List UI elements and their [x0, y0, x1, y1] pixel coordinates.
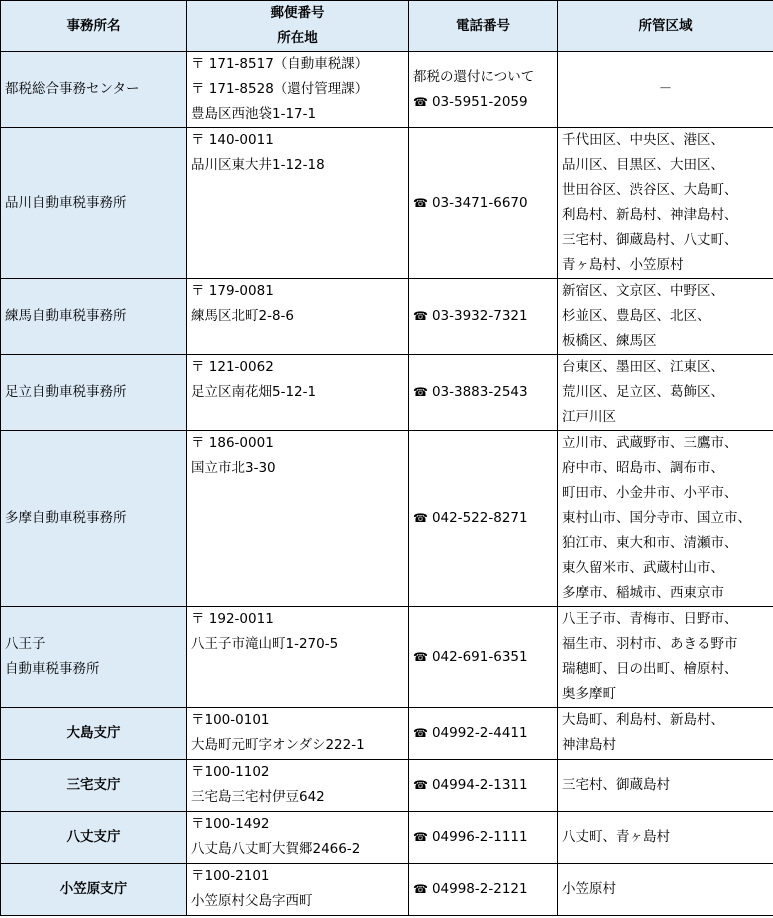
table-row [1, 355, 773, 431]
street-address: 八丈島八丈町大賀郷2466-2 [191, 841, 361, 857]
district-line: 大島町、利島村、新島村、 [562, 712, 724, 728]
office-name-line: 品川自動車税事務所 [5, 194, 127, 211]
district-line: 板橋区、練馬区 [562, 333, 657, 349]
office-phone [409, 607, 558, 708]
office-address [187, 52, 409, 128]
office-district [558, 355, 773, 431]
office-address [187, 812, 409, 864]
table-row [1, 128, 773, 279]
phone-icon: ☎ [413, 385, 428, 399]
district-line: 八丈町、青ヶ島村 [562, 829, 670, 845]
office-name-line: 多摩自動車税事務所 [5, 510, 127, 526]
district-line: 立川市、武蔵野市、三鷹市、 [562, 435, 738, 451]
district-line: 利島村、新島村、神津島村、 [562, 207, 738, 223]
street-address: 国立市北3-30 [191, 460, 276, 476]
postal-code: 〒100-0101 [191, 712, 270, 728]
office-district [558, 279, 773, 355]
phone-icon: ☎ [413, 830, 428, 844]
office-address [187, 708, 409, 760]
table-row [1, 431, 773, 607]
postal-code: 〒 121-0062 [191, 359, 274, 375]
district-line: 杉並区、豊島区、北区、 [562, 308, 711, 324]
district-line: 三宅村、御蔵島村 [562, 777, 670, 793]
office-phone [409, 812, 558, 864]
office-name-line: 練馬自動車税事務所 [5, 308, 127, 324]
district-line: 瑞穂町、日の出町、檜原村、 [562, 661, 738, 677]
office-district [558, 708, 773, 760]
office-address [187, 128, 409, 279]
office-district [558, 431, 773, 607]
office-name-line: 自動車税事務所 [5, 661, 100, 677]
office-name [1, 708, 187, 760]
district-line: 奥多摩町 [562, 686, 616, 702]
postal-code: 〒100-2101 [191, 868, 270, 884]
office-address [187, 864, 409, 916]
district-line: 荒川区、足立区、葛飾区、 [562, 384, 724, 400]
district-line: 青ヶ島村、小笠原村 [562, 257, 684, 273]
office-phone [409, 431, 558, 607]
district-line: 八王子市、青梅市、日野市、 [562, 611, 738, 627]
phone-icon: ☎ [413, 726, 428, 740]
phone-icon: ☎ [413, 778, 428, 792]
district-line: 府中市、昭島市、調布市、 [562, 460, 724, 476]
office-name [1, 355, 187, 431]
district-line: 町田市、小金井市、小平市、 [562, 485, 738, 501]
postal-code: 〒100-1492 [191, 816, 270, 832]
table-row [1, 52, 773, 128]
office-district [558, 864, 773, 916]
header-postal-address: 郵便番号 所在地 [187, 1, 409, 52]
postal-code: 〒100-1102 [191, 764, 270, 780]
district-line: 千代田区、中央区、港区、 [562, 132, 724, 148]
header-office-name: 事務所名 [1, 1, 187, 52]
office-name [1, 128, 187, 279]
district-line: － [658, 81, 673, 97]
district-line: 東村山市、国分寺市、国立市、 [562, 510, 751, 526]
street-address: 三宅島三宅村伊豆642 [191, 789, 325, 805]
phone-number: 03-3883-2543 [431, 384, 528, 400]
phone-number: 04998-2-2121 [431, 881, 528, 897]
phone-number: 04996-2-1111 [431, 829, 528, 845]
phone-number: 03-5951-2059 [431, 93, 528, 110]
street-address: 足立区南花畑5-12-1 [191, 384, 317, 400]
table-row [1, 864, 773, 916]
office-address [187, 431, 409, 607]
postal-code: 〒 179-0081 [191, 283, 274, 299]
phone-number: 04992-2-4411 [431, 725, 528, 741]
district-line: 新宿区、文京区、中野区、 [562, 283, 724, 299]
office-name [1, 431, 187, 607]
street-address: 大島町元町字オンダシ222-1 [191, 737, 365, 753]
office-name [1, 52, 187, 128]
street-address: 豊島区西池袋1-17-1 [191, 106, 317, 122]
office-address [187, 607, 409, 708]
office-name-line: 足立自動車税事務所 [5, 384, 127, 400]
street-address: 小笠原村父島字西町 [191, 893, 313, 909]
office-address [187, 760, 409, 812]
office-name [1, 279, 187, 355]
district-line: 世田谷区、渋谷区、大島町、 [562, 182, 738, 198]
phone-number: 042-522-8271 [431, 510, 528, 526]
office-phone [409, 708, 558, 760]
district-line: 福生市、羽村市、あきる野市 [562, 636, 738, 652]
district-line: 三宅村、御蔵島村、八丈町、 [562, 232, 738, 248]
office-name-line: 八王子 [5, 636, 46, 652]
postal-code: 〒 171-8528（還付管理課） [191, 81, 369, 97]
street-address: 練馬区北町2-8-6 [191, 308, 295, 324]
phone-icon: ☎ [413, 309, 428, 323]
phone-icon: ☎ [413, 649, 428, 664]
office-name-line: 大島支庁 [66, 725, 121, 741]
phone-icon: ☎ [413, 511, 428, 525]
district-line: 狛江市、東大和市、清瀬市、 [562, 535, 738, 551]
phone-icon: ☎ [413, 195, 428, 210]
phone-note: 都税の還付について [413, 68, 535, 85]
street-address: 品川区東大井1-12-18 [191, 157, 325, 173]
office-rows [1, 52, 773, 916]
office-address [187, 279, 409, 355]
phone-number: 03-3471-6670 [431, 194, 528, 211]
office-phone [409, 128, 558, 279]
postal-code: 〒 186-0001 [191, 435, 274, 451]
district-line: 東久留米市、武蔵村山市、 [562, 560, 724, 576]
office-name-line: 都税総合事務センター [5, 81, 140, 97]
district-line: 小笠原村 [562, 881, 616, 897]
office-phone [409, 760, 558, 812]
phone-number: 042-691-6351 [431, 648, 528, 665]
office-address [187, 355, 409, 431]
table-row [1, 607, 773, 708]
table-row [1, 279, 773, 355]
office-district [558, 607, 773, 708]
phone-number: 04994-2-1311 [431, 777, 528, 793]
district-line: 多摩市、稲城市、西東京市 [562, 585, 724, 601]
office-name [1, 760, 187, 812]
table-row [1, 812, 773, 864]
district-line: 神津島村 [562, 737, 616, 753]
office-name-line: 八丈支庁 [66, 829, 121, 845]
header-row [1, 1, 773, 52]
district-line: 江戸川区 [562, 409, 616, 425]
postal-code: 〒 140-0011 [191, 132, 274, 148]
office-district [558, 128, 773, 279]
office-phone [409, 279, 558, 355]
street-address: 八王子市滝山町1-270-5 [191, 636, 339, 652]
office-name [1, 864, 187, 916]
header-district: 所管区域 [558, 1, 773, 52]
header-phone: 電話番号 [409, 1, 558, 52]
district-line: 品川区、目黒区、大田区、 [562, 157, 724, 173]
office-name [1, 812, 187, 864]
district-line: 台東区、墨田区、江東区、 [562, 359, 724, 375]
table-row [1, 760, 773, 812]
phone-number: 03-3932-7321 [431, 308, 528, 324]
office-district [558, 812, 773, 864]
postal-code: 〒 192-0011 [191, 611, 274, 627]
table-row [1, 708, 773, 760]
office-name-line: 三宅支庁 [66, 777, 121, 793]
phone-icon: ☎ [413, 94, 428, 109]
office-district [558, 52, 773, 128]
office-name [1, 607, 187, 708]
office-phone [409, 355, 558, 431]
office-district [558, 760, 773, 812]
postal-code: 〒 171-8517（自動車税課） [191, 56, 369, 72]
office-phone [409, 864, 558, 916]
phone-icon: ☎ [413, 882, 428, 896]
office-phone [409, 52, 558, 128]
office-name-line: 小笠原支庁 [59, 881, 128, 897]
